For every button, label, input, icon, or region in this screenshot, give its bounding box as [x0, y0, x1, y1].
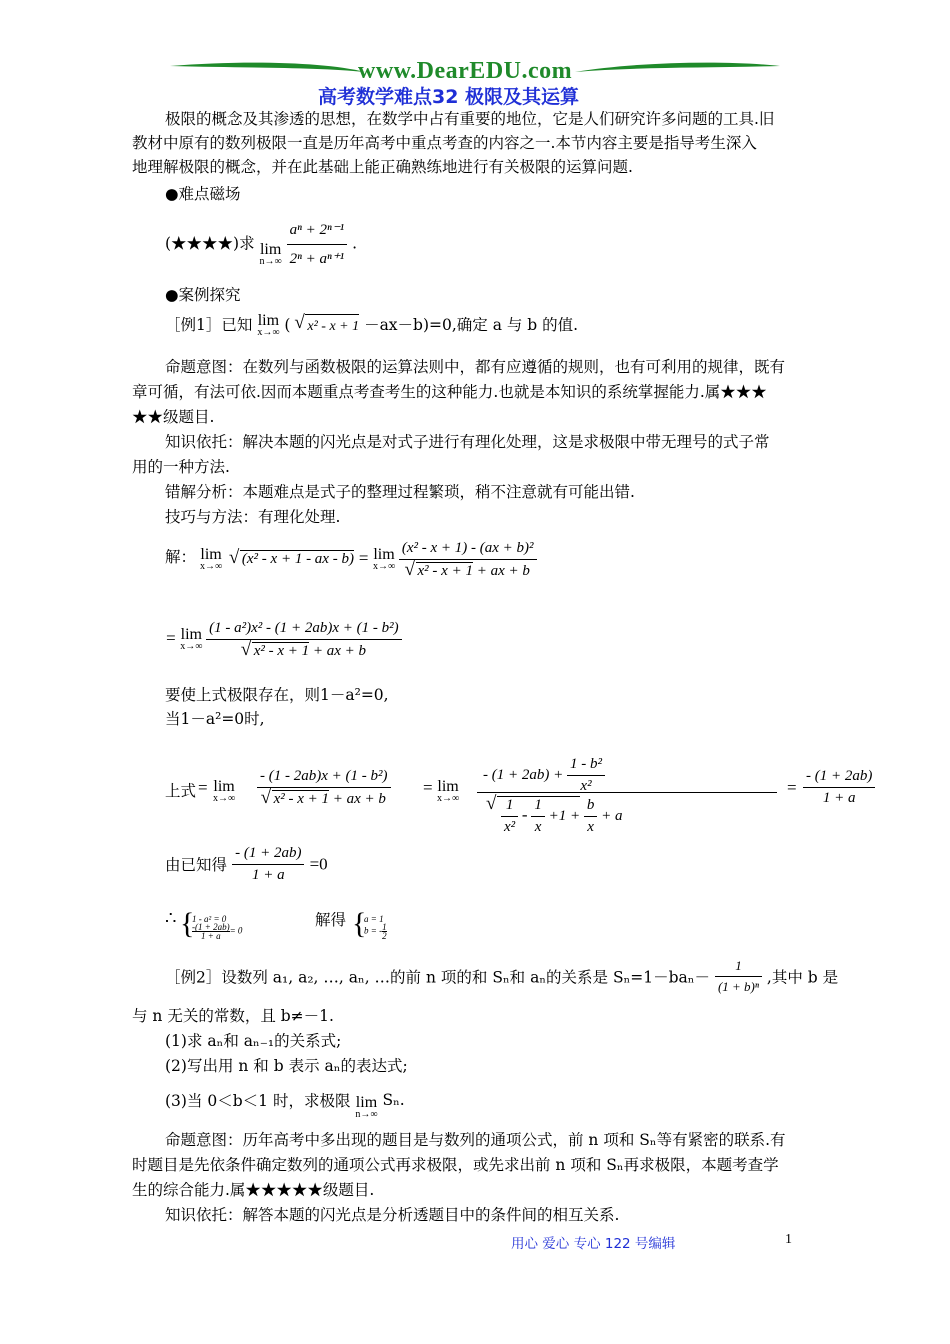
ex2-q1: (1)求 aₙ和 aₙ₋₁的关系式; [165, 1032, 342, 1050]
known-label: 由已知得 [165, 855, 228, 874]
section-difficulty: ●难点磁场 [165, 185, 241, 203]
sol3-frac-bar-2 [477, 792, 777, 793]
swoosh-right [575, 63, 780, 72]
sys2-a: a = 1 [364, 914, 384, 924]
solution-label: 解： [165, 548, 197, 566]
ex1-basis-2: 用的一种方法. [132, 458, 230, 476]
ex2-line-1-text: ［例2］设数列 a₁, a₂, …, aₙ, …的前 n 项的和 Sₙ和 aₙ的关系是 Sₙ=1－baₙ－ [165, 968, 710, 987]
condition-1: 要使上式极限存在，则1－a²=0, [165, 686, 389, 704]
ex1-sqrt: √ x² - x + 1 [305, 314, 359, 339]
sol1-lim: lim x→∞ [200, 546, 223, 572]
solution-line-2: = lim x→∞ (1 - a²)x² - (1 + 2ab)x + (1 - b²) √ x² - x + 1 + ax + b [165, 620, 402, 660]
swoosh-left [170, 63, 365, 72]
sys2-c: 1 [382, 922, 387, 932]
system-2-brace: { [352, 907, 367, 940]
sol3-fraction-3 [803, 768, 875, 807]
ex2-q3 [165, 1080, 405, 1120]
ex2-fraction [715, 958, 762, 995]
problem-num: aⁿ + 2ⁿ⁻¹ [289, 222, 345, 238]
sol2-fraction [206, 620, 402, 660]
problem-den: 2ⁿ + aⁿ⁺¹ [287, 244, 348, 271]
section-cases: ●案例探究 [165, 286, 241, 304]
ex1-intent-1: 命题意图：在数列与函数极限的运算法则中，都有应遵循的规则，也有可利用的规律，既有 [165, 358, 786, 376]
sol3-fraction-1 [257, 768, 391, 808]
ex2-intent-2: 时题目是先依条件确定数列的通项公式再求极限，或先求出前 n 项和 Sₙ再求极限，本题考查学 [132, 1156, 779, 1174]
sys2-b: b = - [364, 925, 383, 936]
ex1-lim: lim x→∞ [257, 312, 280, 338]
sol1-sqrt: √ (x² - x + 1 - ax - b) [240, 550, 354, 568]
ex2-q3-lim: lim n→∞ [355, 1094, 378, 1120]
page-title: 高考数学难点32 极限及其运算 [318, 86, 580, 108]
sys2-d: 2 [382, 931, 387, 941]
sys1-d: = 0 [229, 925, 243, 936]
sol3-num-3: - (1 + 2ab) [806, 768, 873, 784]
ex1-prefix: ［例1］已知 [165, 316, 253, 334]
sol1-den-sqrt: √ x² - x + 1 [416, 562, 473, 580]
ex1-paren: ( [284, 316, 291, 334]
therefore-symbol: ∴ [165, 908, 177, 929]
ex2-intent-3: 生的综合能力.属★★★★★级题目. [132, 1181, 375, 1199]
sys1-a: 1 - a² = 0 [192, 914, 227, 924]
problem-suffix: . [352, 234, 357, 253]
system-1-brace: { [180, 907, 195, 940]
sol1-num: (x² - x + 1) - (ax + b)² [401, 540, 534, 556]
sol2-den-sqrt: √ x² - x + 1 [252, 642, 309, 660]
sol3-num-2 [483, 756, 605, 795]
sol3-den-1-sqrt: √ x² - x + 1 [272, 790, 329, 808]
sol3-den-2-sqrt: √ $\frac{1}{\text{x²}}$ - $\frac{1}{x}$ +1 + [497, 796, 580, 833]
sol3-num-2b-den: x² [567, 775, 605, 795]
site-url[interactable]: www.DearEDU.com [358, 58, 573, 84]
known-num: - (1 + 2ab) [235, 845, 302, 861]
problem [165, 218, 357, 271]
ex2-frac-den: (1 + b)ⁿ [715, 976, 762, 995]
sol1-fraction [399, 540, 537, 580]
sol2-lim: lim x→∞ [180, 626, 203, 652]
problem-fraction [287, 218, 348, 271]
ex2-line-2: 与 n 无关的常数，且 b≠－1. [132, 1007, 334, 1025]
intro-line-1: 极限的概念及其渗透的思想，在数学中占有重要的地位，它是人们研究许多问题的工具.旧 [165, 110, 775, 128]
known-den: 1 + a [232, 864, 304, 884]
page-number: 1 [785, 1232, 792, 1247]
ex1-intent-2: 章可循，有法可依.因而本题重点考查考生的这种能力.也就是本知识的系统掌握能力.属★★★ [132, 383, 767, 401]
sol1-den [399, 559, 537, 580]
sol3-lim-2: lim x→∞ [437, 778, 460, 804]
intro-line-3: 地理解极限的概念，并在此基础上能正确熟练地进行有关极限的运算问题. [132, 158, 633, 176]
sol3-den-3: 1 + a [803, 787, 875, 807]
condition-2: 当1－a²=0时, [165, 710, 265, 728]
sol3-den-2: √ $\frac{1}{\text{x²}}$ - $\frac{1}{x}$ +1 + $\frac{b}{x}$ + a [485, 796, 622, 836]
sol3-num-1: - (1 - 2ab)x + (1 - b²) [260, 768, 388, 784]
solution-line-1: lim x→∞ √ (x² - x + 1 - ax - b) = lim x→∞ (x² - x + 1) - (ax + b)² √ x² - x + 1 + ax + b [200, 540, 537, 580]
solve-label: 解得 [315, 911, 347, 929]
ex2-q3-end: Sₙ. [382, 1091, 405, 1109]
sys1-b: -(1 + 2ab) [192, 922, 230, 932]
sol3-label: 上式 [165, 782, 197, 800]
ex1-error: 错解分析：本题难点是式子的整理过程繁琐，稍不注意就有可能出错. [165, 483, 635, 501]
ex2-q3-text: (3)当 0＜b＜1 时，求极限 [165, 1092, 351, 1110]
ex2-line-1-end: ,其中 b 是 [766, 968, 839, 987]
ex2-line-1 [165, 958, 838, 995]
problem-prefix: (★★★★)求 [165, 234, 255, 253]
sol1-lim-2: lim x→∞ [372, 546, 396, 572]
ex2-basis: 知识依托：解答本题的闪光点是分析透题目中的条件间的相互关系. [165, 1206, 620, 1224]
known-line [165, 845, 328, 884]
system-1 [192, 915, 242, 940]
intro-line-2: 教材中原有的数列极限一直是历年高考中重点考查的内容之一.本节内容主要是指导考生深入 [132, 134, 757, 152]
ex1-intent-3: ★★级题目. [132, 408, 215, 426]
sys1-c: 1 + a [192, 931, 230, 940]
ex1-statement [165, 313, 578, 339]
ex1-rest: －ax－b)=0,确定 a 与 b 的值. [364, 316, 579, 334]
ex2-frac-num: 1 [735, 958, 742, 973]
ex1-method: 技巧与方法：有理化处理. [165, 508, 341, 526]
sol3-den-1-rest: + ax + b [332, 791, 386, 807]
sol1-den-rest: + ax + b [476, 563, 530, 579]
ex2-q2: (2)写出用 n 和 b 表示 aₙ的表达式; [165, 1057, 408, 1075]
sol3-num-2b-num: 1 - b² [569, 756, 602, 772]
sol2-den-rest: + ax + b [312, 643, 367, 659]
problem-lim: lim n→∞ [259, 240, 282, 267]
sol3-num-2a: - (1 + 2ab) + [483, 766, 564, 783]
ex1-basis-1: 知识依托：解决本题的闪光点是对式子进行有理化处理，这是求极限中带无理号的式子常 [165, 433, 770, 451]
sol3-lim-1: lim x→∞ [213, 778, 236, 804]
known-rest: =0 [309, 854, 328, 874]
ex2-intent-1: 命题意图：历年高考中多出现的题目是与数列的通项公式，前 n 项和 Sₙ等有紧密的联系.有 [165, 1131, 786, 1149]
footer-credit: 用心 爱心 专心 122 号编辑 [511, 1236, 676, 1252]
system-2 [364, 915, 387, 940]
sol2-num: (1 - a²)x² - (1 + 2ab)x + (1 - b²) [209, 620, 399, 636]
known-fraction [232, 845, 304, 884]
sol2-den [206, 639, 402, 660]
